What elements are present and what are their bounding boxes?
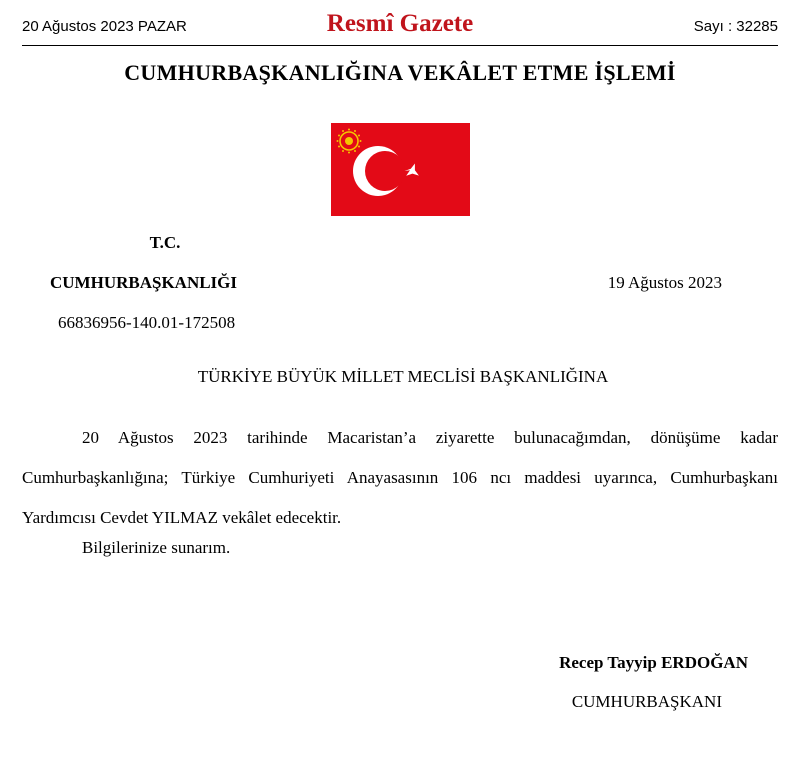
document-title: CUMHURBAŞKANLIĞINA VEKÂLET ETME İŞLEMİ (124, 60, 676, 85)
signatory-title: CUMHURBAŞKANI (571, 692, 722, 711)
document-date: 19 Ağustos 2023 (607, 273, 722, 292)
header-divider (22, 45, 778, 46)
turkish-flag-icon (331, 123, 470, 216)
issuer-tc: T.C. (149, 233, 181, 252)
issuer-name: CUMHURBAŞKANLIĞI (50, 273, 238, 292)
addressee: TÜRKİYE BÜYÜK MİLLET MECLİSİ BAŞKANLIĞINA (197, 367, 609, 386)
document-reference-number: 66836956-140.01-172508 (58, 313, 236, 332)
closing-line: Bilgilerinize sunarım. (82, 538, 231, 557)
gazette-date: 20 Ağustos 2023 PAZAR (22, 18, 187, 35)
gazette-issue-number: Sayı : 32285 (693, 18, 778, 35)
signatory-name: Recep Tayyip ERDOĞAN (559, 653, 748, 672)
gazette-name: Resmî Gazete (326, 10, 474, 37)
body-paragraph: 20 Ağustos 2023 tarihinde Macaristan’a ziyarette bulunacağımdan, dönüşüme kadar Cumhurbaşkanlığına; Türkiye Cumhuriyeti Anayasasının 106 ncı maddesi uyarınca, Cumhurbaşkanı Yardımcısı Cevdet YILMAZ vekâlet edecektir. (22, 428, 778, 527)
